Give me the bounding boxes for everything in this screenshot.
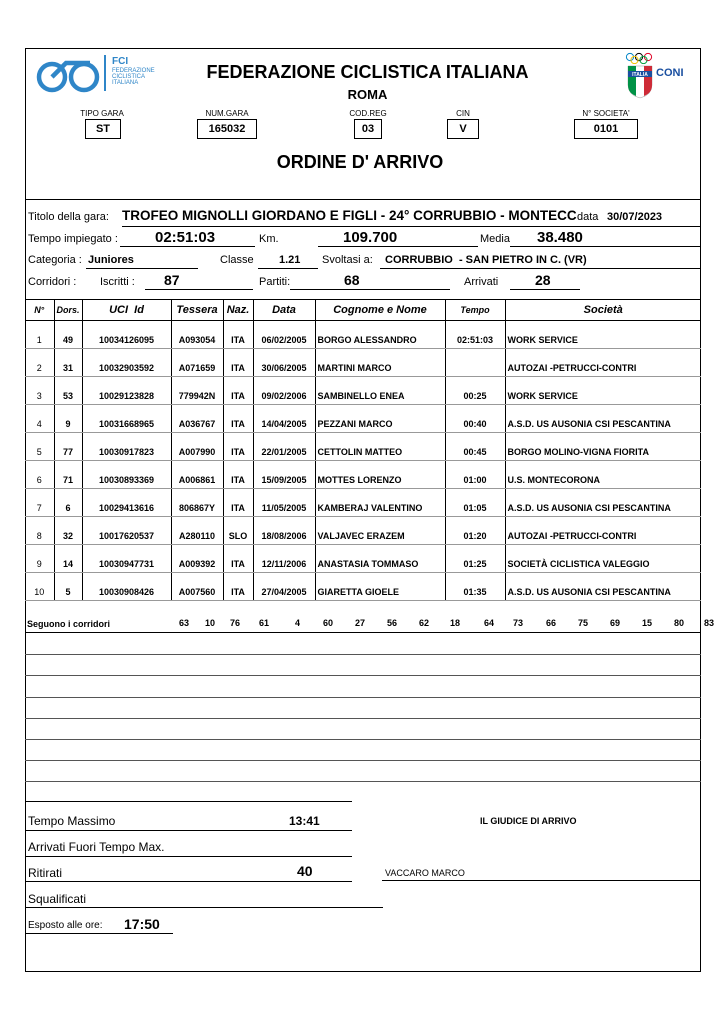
italia-shield-icon: [627, 65, 653, 99]
cell-name: MARTINI MARCO: [315, 349, 445, 377]
following-rider-number: 62: [419, 618, 430, 628]
following-rider-number: 4: [295, 618, 301, 628]
coni-label: CONI: [656, 67, 684, 79]
cell-tempo: 01:05: [445, 489, 505, 517]
code-num-gara: 165032: [197, 119, 257, 139]
riders-label: Corridori :: [28, 276, 77, 288]
retired-label: Ritirati: [28, 866, 63, 880]
following-rider-number: 63: [179, 618, 190, 628]
cell-naz: ITA: [223, 489, 253, 517]
cell-data: 30/06/2005: [253, 349, 315, 377]
cell-naz: SLO: [223, 517, 253, 545]
cell-uci-id: 10029413616: [82, 489, 171, 517]
cell-tessera: 806867Y: [171, 489, 223, 517]
cell-data: 09/02/2006: [253, 377, 315, 405]
cell-naz: ITA: [223, 433, 253, 461]
table-row: [25, 433, 701, 461]
race-class: 1.21: [279, 254, 301, 266]
col-societa: Società: [505, 299, 701, 321]
fci-bike-icon: [36, 57, 104, 93]
italia-label: ITALIA: [632, 72, 648, 78]
following-rider-number: 66: [546, 618, 557, 628]
fci-logo-text: FCI: [112, 56, 129, 67]
cell-societa: AUTOZAI -PETRUCCI-CONTRI: [505, 349, 701, 377]
cell-name: SAMBINELLO ENEA: [315, 377, 445, 405]
race-time: 02:51:03: [155, 229, 216, 246]
cell-tempo: 01:25: [445, 545, 505, 573]
col-tessera: Tessera: [171, 299, 223, 321]
cell-dors: 32: [54, 517, 82, 545]
coni-logo: [624, 52, 690, 100]
table-row: [25, 517, 701, 545]
code-tipo-gara: ST: [85, 119, 121, 139]
cell-societa: U.S. MONTECORONA: [505, 461, 701, 489]
results-table: [25, 299, 701, 601]
following-rider-number: 15: [642, 618, 653, 628]
disqualified-label: Squalificati: [28, 892, 87, 906]
code-cin: V: [447, 119, 479, 139]
cell-dors: 6: [54, 489, 82, 517]
arrived-label: Arrivati: [464, 276, 499, 288]
cell-naz: ITA: [223, 405, 253, 433]
race-registered: 87: [164, 272, 180, 288]
cell-uci-id: 10032903592: [82, 349, 171, 377]
col-dors: Dors.: [54, 299, 82, 321]
table-row: [25, 489, 701, 517]
race-place: CORRUBBIO - SAN PIETRO IN C. (VR): [385, 254, 587, 266]
cell-dors: 14: [54, 545, 82, 573]
col-naz: Naz.: [223, 299, 253, 321]
cell-uci-id: 10030893369: [82, 461, 171, 489]
cell-tessera: A071659: [171, 349, 223, 377]
cell-societa: WORK SERVICE: [505, 321, 701, 349]
cell-tessera: A036767: [171, 405, 223, 433]
cell-dors: 53: [54, 377, 82, 405]
cell-uci-id: 10029123828: [82, 377, 171, 405]
col-name: Cognome e Nome: [315, 299, 445, 321]
col-tempo: Tempo: [445, 299, 505, 321]
cell-data: 06/02/2005: [253, 321, 315, 349]
cell-societa: SOCIETÀ CICLISTICA VALEGGIO: [505, 545, 701, 573]
cell-data: 15/09/2005: [253, 461, 315, 489]
out-of-time-label: Arrivati Fuori Tempo Max.: [28, 840, 165, 854]
cell-tessera: A093054: [171, 321, 223, 349]
cell-tessera: A007560: [171, 573, 223, 601]
max-time-label: Tempo Massimo: [28, 814, 116, 828]
cell-tempo: 01:20: [445, 517, 505, 545]
cell-data: 14/04/2005: [253, 405, 315, 433]
race-title: TROFEO MIGNOLLI GIORDANO E FIGLI - 24° CORRUBBIO - MONTECC: [122, 208, 577, 223]
cell-data: 11/05/2005: [253, 489, 315, 517]
table-row: [25, 545, 701, 573]
code-label-n-societa: N° SOCIETA': [582, 109, 630, 118]
olympic-rings-icon: [625, 52, 655, 64]
cell-societa: BORGO MOLINO-VIGNA FIORITA: [505, 433, 701, 461]
cell-dors: 9: [54, 405, 82, 433]
cell-n: 3: [25, 377, 54, 405]
cell-tempo: 01:35: [445, 573, 505, 601]
judge-label: IL GIUDICE DI ARRIVO: [480, 816, 577, 826]
following-riders-row: [25, 618, 715, 633]
table-header-row: [25, 299, 701, 321]
cell-societa: AUTOZAI -PETRUCCI-CONTRI: [505, 517, 701, 545]
table-row: [25, 573, 701, 601]
cell-name: CETTOLIN MATTEO: [315, 433, 445, 461]
city: ROMA: [347, 87, 388, 102]
cell-naz: ITA: [223, 321, 253, 349]
following-label: Seguono i corridori: [27, 619, 111, 629]
cell-name: MOTTES LORENZO: [315, 461, 445, 489]
code-label-tipo-gara: TIPO GARA: [80, 109, 124, 118]
code-cod-reg: 03: [354, 119, 382, 139]
table-row: [25, 405, 701, 433]
cell-n: 2: [25, 349, 54, 377]
cell-n: 4: [25, 405, 54, 433]
cell-societa: A.S.D. US AUSONIA CSI PESCANTINA: [505, 489, 701, 517]
race-date-label: data: [577, 211, 599, 223]
class-label: Classe: [220, 254, 254, 266]
cell-tempo: 02:51:03: [445, 321, 505, 349]
cell-tessera: A006861: [171, 461, 223, 489]
max-time: 13:41: [289, 814, 320, 828]
cell-name: ANASTASIA TOMMASO: [315, 545, 445, 573]
cell-data: 27/04/2005: [253, 573, 315, 601]
race-started: 68: [344, 272, 360, 288]
cell-n: 7: [25, 489, 54, 517]
table-row: [25, 349, 701, 377]
cell-uci-id: 10030908426: [82, 573, 171, 601]
following-rider-number: 76: [230, 618, 241, 628]
cell-tempo: 00:40: [445, 405, 505, 433]
cell-societa: A.S.D. US AUSONIA CSI PESCANTINA: [505, 573, 701, 601]
cell-name: VALJAVEC ERAZEM: [315, 517, 445, 545]
judge-name: VACCARO MARCO: [385, 868, 465, 878]
following-rider-number: 64: [484, 618, 495, 628]
following-rider-number: 73: [513, 618, 524, 628]
fci-logo-sub-1: FEDERAZIONE: [112, 68, 155, 74]
cell-n: 6: [25, 461, 54, 489]
cell-tempo: 00:45: [445, 433, 505, 461]
cell-societa: A.S.D. US AUSONIA CSI PESCANTINA: [505, 405, 701, 433]
following-rider-number: 27: [355, 618, 366, 628]
cell-tessera: A280110: [171, 517, 223, 545]
cell-naz: ITA: [223, 461, 253, 489]
cell-name: KAMBERAJ VALENTINO: [315, 489, 445, 517]
cell-naz: ITA: [223, 349, 253, 377]
cell-uci-id: 10017620537: [82, 517, 171, 545]
cell-name: BORGO ALESSANDRO: [315, 321, 445, 349]
following-rider-number: 69: [610, 618, 621, 628]
code-label-cod-reg: COD.REG: [349, 109, 387, 118]
following-rider-number: 56: [387, 618, 398, 628]
cell-societa: WORK SERVICE: [505, 377, 701, 405]
registered-label: Iscritti :: [100, 276, 135, 288]
fci-logo: [36, 55, 176, 95]
place-label: Svoltasi a:: [322, 254, 373, 266]
header-divider: [25, 199, 701, 200]
cell-tessera: 779942N: [171, 377, 223, 405]
cell-tempo: [445, 349, 505, 377]
time-label: Tempo impiegato :: [28, 233, 118, 245]
cell-naz: ITA: [223, 377, 253, 405]
cell-n: 9: [25, 545, 54, 573]
posted-time: 17:50: [124, 916, 160, 932]
posted-label: Esposto alle ore:: [28, 920, 103, 931]
cell-uci-id: 10030947731: [82, 545, 171, 573]
cell-n: 1: [25, 321, 54, 349]
retired-count: 40: [297, 863, 313, 879]
table-row: [25, 377, 701, 405]
cell-uci-id: 10030917823: [82, 433, 171, 461]
following-rider-number: 83: [704, 618, 715, 628]
cell-tempo: 01:00: [445, 461, 505, 489]
code-label-num-gara: NUM.GARA: [205, 109, 249, 118]
following-rider-number: 75: [578, 618, 589, 628]
race-media: 38.480: [537, 229, 583, 246]
race-category: Juniores: [88, 254, 134, 266]
following-rider-number: 80: [674, 618, 685, 628]
race-date: 30/07/2023: [607, 211, 663, 223]
cell-name: GIARETTA GIOELE: [315, 573, 445, 601]
following-rider-number: 60: [323, 618, 334, 628]
table-row: [25, 461, 701, 489]
col-uci-id: UCI Id: [82, 299, 171, 321]
cell-dors: 77: [54, 433, 82, 461]
cell-tempo: 00:25: [445, 377, 505, 405]
code-n-societa: 0101: [574, 119, 638, 139]
race-km: 109.700: [343, 229, 398, 246]
race-title-label: Titolo della gara:: [28, 211, 109, 223]
col-n: N°: [25, 299, 54, 321]
cell-uci-id: 10031668965: [82, 405, 171, 433]
media-label: Media: [480, 233, 510, 245]
cell-tessera: A007990: [171, 433, 223, 461]
code-label-cin: CIN: [456, 109, 470, 118]
cell-tessera: A009392: [171, 545, 223, 573]
cell-name: PEZZANI MARCO: [315, 405, 445, 433]
cell-dors: 71: [54, 461, 82, 489]
table-row: [25, 321, 701, 349]
fci-logo-sub-3: ITALIANA: [112, 80, 139, 86]
col-data: Data: [253, 299, 315, 321]
race-arrived: 28: [535, 272, 551, 288]
cell-data: 22/01/2005: [253, 433, 315, 461]
cell-naz: ITA: [223, 545, 253, 573]
cell-dors: 49: [54, 321, 82, 349]
following-rider-number: 61: [259, 618, 270, 628]
cell-n: 5: [25, 433, 54, 461]
page-title: FEDERAZIONE CICLISTICA ITALIANA: [206, 62, 529, 82]
cell-naz: ITA: [223, 573, 253, 601]
following-rider-number: 10: [205, 618, 216, 628]
cell-uci-id: 10034126095: [82, 321, 171, 349]
cell-data: 18/08/2006: [253, 517, 315, 545]
cell-data: 12/11/2006: [253, 545, 315, 573]
cell-dors: 5: [54, 573, 82, 601]
following-rider-number: 18: [450, 618, 461, 628]
cell-n: 8: [25, 517, 54, 545]
km-label: Km.: [259, 233, 279, 245]
cell-dors: 31: [54, 349, 82, 377]
started-label: Partiti:: [259, 276, 291, 288]
cell-n: 10: [25, 573, 54, 601]
fci-logo-sub-2: CICLISTICA: [112, 74, 146, 80]
doc-title: ORDINE D' ARRIVO: [276, 152, 444, 172]
category-label: Categoria :: [28, 254, 82, 266]
